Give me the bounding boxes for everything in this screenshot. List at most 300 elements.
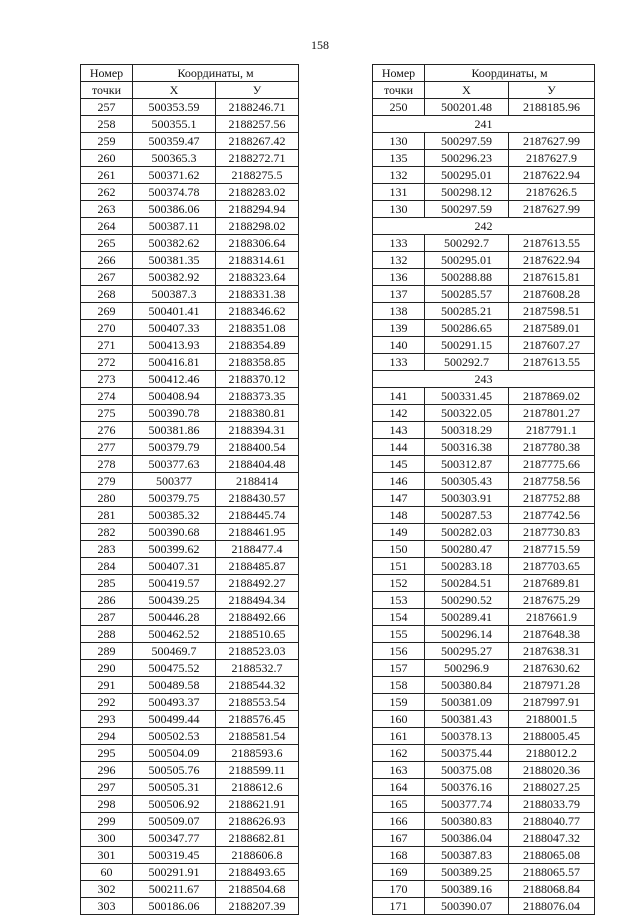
table-row xyxy=(81,184,299,201)
point-number-cell: 270 xyxy=(81,320,133,337)
table-row xyxy=(373,320,595,337)
point-number-cell: 145 xyxy=(373,456,425,473)
point-number-cell: 261 xyxy=(81,167,133,184)
x-coordinate-cell: 500399.62 xyxy=(133,541,216,558)
y-coordinate-cell: 2188040.77 xyxy=(509,813,595,830)
x-coordinate-cell: 500446.28 xyxy=(133,609,216,626)
table-row xyxy=(81,762,299,779)
table-row xyxy=(373,439,595,456)
x-coordinate-cell: 500312.87 xyxy=(425,456,509,473)
x-coordinate-cell: 500475.52 xyxy=(133,660,216,677)
point-number-cell: 161 xyxy=(373,728,425,745)
x-coordinate-cell: 500412.46 xyxy=(133,371,216,388)
x-coordinate-cell: 500386.04 xyxy=(425,830,509,847)
y-coordinate-cell: 2188553.54 xyxy=(216,694,299,711)
table-row xyxy=(81,524,299,541)
table-row xyxy=(81,592,299,609)
table-row xyxy=(81,660,299,677)
point-number-cell: 132 xyxy=(373,167,425,184)
point-number-cell: 148 xyxy=(373,507,425,524)
y-coordinate-cell: 2188494.34 xyxy=(216,592,299,609)
x-coordinate-cell: 500298.12 xyxy=(425,184,509,201)
y-coordinate-cell: 2187869.02 xyxy=(509,388,595,405)
x-coordinate-cell: 500390.68 xyxy=(133,524,216,541)
x-coordinate-cell: 500377 xyxy=(133,473,216,490)
table-row xyxy=(373,864,595,881)
table-row xyxy=(373,779,595,796)
table-row xyxy=(373,762,595,779)
point-number-cell: 288 xyxy=(81,626,133,643)
x-coordinate-cell: 500502.53 xyxy=(133,728,216,745)
table-row xyxy=(373,541,595,558)
point-number-cell: 170 xyxy=(373,881,425,898)
y-coordinate-cell: 2188485.87 xyxy=(216,558,299,575)
header-x: X xyxy=(133,82,216,99)
point-number-cell: 130 xyxy=(373,201,425,218)
table-row xyxy=(81,643,299,660)
header-point-number-line2: точки xyxy=(373,82,425,99)
table-row xyxy=(373,813,595,830)
table-row xyxy=(81,507,299,524)
x-coordinate-cell: 500377.63 xyxy=(133,456,216,473)
x-coordinate-cell: 500355.1 xyxy=(133,116,216,133)
y-coordinate-cell: 2188576.45 xyxy=(216,711,299,728)
point-number-cell: 291 xyxy=(81,677,133,694)
y-coordinate-cell: 2187703.65 xyxy=(509,558,595,575)
y-coordinate-cell: 2187971.28 xyxy=(509,677,595,694)
x-coordinate-cell: 500416.81 xyxy=(133,354,216,371)
y-coordinate-cell: 2188612.6 xyxy=(216,779,299,796)
x-coordinate-cell: 500282.03 xyxy=(425,524,509,541)
point-number-cell: 157 xyxy=(373,660,425,677)
point-number-cell: 168 xyxy=(373,847,425,864)
x-coordinate-cell: 500390.78 xyxy=(133,405,216,422)
x-coordinate-cell: 500292.7 xyxy=(425,235,509,252)
point-number-cell: 293 xyxy=(81,711,133,728)
left-table-body xyxy=(81,99,299,915)
point-number-cell: 264 xyxy=(81,218,133,235)
x-coordinate-cell: 500407.31 xyxy=(133,558,216,575)
point-number-cell: 259 xyxy=(81,133,133,150)
table-row xyxy=(373,201,595,218)
point-number-cell: 159 xyxy=(373,694,425,711)
x-coordinate-cell: 500291.91 xyxy=(133,864,216,881)
x-coordinate-cell: 500316.38 xyxy=(425,439,509,456)
point-number-cell: 149 xyxy=(373,524,425,541)
y-coordinate-cell: 2188065.57 xyxy=(509,864,595,881)
x-coordinate-cell: 500390.07 xyxy=(425,898,509,915)
table-row xyxy=(81,303,299,320)
table-row xyxy=(81,116,299,133)
y-coordinate-cell: 2188351.08 xyxy=(216,320,299,337)
coordinates-table-right xyxy=(372,64,595,915)
y-coordinate-cell: 2187758.56 xyxy=(509,473,595,490)
table-row xyxy=(373,711,595,728)
point-number-cell: 299 xyxy=(81,813,133,830)
table-row xyxy=(373,847,595,864)
x-coordinate-cell: 500387.83 xyxy=(425,847,509,864)
x-coordinate-cell: 500382.92 xyxy=(133,269,216,286)
table-row xyxy=(81,677,299,694)
y-coordinate-cell: 2188477.4 xyxy=(216,541,299,558)
x-coordinate-cell: 500385.32 xyxy=(133,507,216,524)
point-number-cell: 141 xyxy=(373,388,425,405)
y-coordinate-cell: 2188275.5 xyxy=(216,167,299,184)
table-row xyxy=(81,864,299,881)
x-coordinate-cell: 500381.86 xyxy=(133,422,216,439)
x-coordinate-cell: 500375.44 xyxy=(425,745,509,762)
y-coordinate-cell: 2188005.45 xyxy=(509,728,595,745)
table-row xyxy=(373,456,595,473)
y-coordinate-cell: 2187630.62 xyxy=(509,660,595,677)
table-row xyxy=(81,898,299,915)
table-row xyxy=(81,133,299,150)
y-coordinate-cell: 2187791.1 xyxy=(509,422,595,439)
table-row xyxy=(373,473,595,490)
table-row xyxy=(81,779,299,796)
table-row xyxy=(81,473,299,490)
table-row xyxy=(81,286,299,303)
table-row xyxy=(81,558,299,575)
x-coordinate-cell: 500374.78 xyxy=(133,184,216,201)
y-coordinate-cell: 2187780.38 xyxy=(509,439,595,456)
y-coordinate-cell: 2187801.27 xyxy=(509,405,595,422)
table-row xyxy=(373,524,595,541)
x-coordinate-cell: 500295.01 xyxy=(425,252,509,269)
y-coordinate-cell: 2188027.25 xyxy=(509,779,595,796)
table-row xyxy=(373,660,595,677)
x-coordinate-cell: 500280.47 xyxy=(425,541,509,558)
x-coordinate-cell: 500381.09 xyxy=(425,694,509,711)
table-row xyxy=(81,881,299,898)
point-number-cell: 267 xyxy=(81,269,133,286)
table-row xyxy=(81,796,299,813)
x-coordinate-cell: 500439.25 xyxy=(133,592,216,609)
point-number-cell: 300 xyxy=(81,830,133,847)
x-coordinate-cell: 500387.11 xyxy=(133,218,216,235)
y-coordinate-cell: 2188510.65 xyxy=(216,626,299,643)
x-coordinate-cell: 500285.57 xyxy=(425,286,509,303)
y-coordinate-cell: 2187775.66 xyxy=(509,456,595,473)
x-coordinate-cell: 500331.45 xyxy=(425,388,509,405)
y-coordinate-cell: 2188047.32 xyxy=(509,830,595,847)
x-coordinate-cell: 500389.16 xyxy=(425,881,509,898)
point-number-cell: 130 xyxy=(373,133,425,150)
y-coordinate-cell: 2188033.79 xyxy=(509,796,595,813)
y-coordinate-cell: 2187622.94 xyxy=(509,252,595,269)
table-row xyxy=(81,609,299,626)
x-coordinate-cell: 500493.37 xyxy=(133,694,216,711)
table-row xyxy=(373,337,595,354)
point-number-cell: 286 xyxy=(81,592,133,609)
table-row xyxy=(81,813,299,830)
point-number-cell: 171 xyxy=(373,898,425,915)
y-coordinate-cell: 2188257.56 xyxy=(216,116,299,133)
table-row xyxy=(81,575,299,592)
table-row xyxy=(81,201,299,218)
point-number-cell: 167 xyxy=(373,830,425,847)
y-coordinate-cell: 2188354.89 xyxy=(216,337,299,354)
table-row xyxy=(373,150,595,167)
x-coordinate-cell: 500407.33 xyxy=(133,320,216,337)
y-coordinate-cell: 2188400.54 xyxy=(216,439,299,456)
point-number-cell: 164 xyxy=(373,779,425,796)
table-row xyxy=(81,354,299,371)
y-coordinate-cell: 2188404.48 xyxy=(216,456,299,473)
point-number-cell: 153 xyxy=(373,592,425,609)
point-number-cell: 150 xyxy=(373,541,425,558)
y-coordinate-cell: 2187627.99 xyxy=(509,133,595,150)
point-number-cell: 163 xyxy=(373,762,425,779)
y-coordinate-cell: 2187675.29 xyxy=(509,592,595,609)
y-coordinate-cell: 2188414 xyxy=(216,473,299,490)
x-coordinate-cell: 500378.13 xyxy=(425,728,509,745)
point-number-cell: 275 xyxy=(81,405,133,422)
x-coordinate-cell: 500408.94 xyxy=(133,388,216,405)
header-point-number-line1: Номер xyxy=(373,65,425,82)
table-row xyxy=(81,99,299,116)
point-number-cell: 265 xyxy=(81,235,133,252)
x-coordinate-cell: 500380.84 xyxy=(425,677,509,694)
point-number-cell: 136 xyxy=(373,269,425,286)
point-number-cell: 154 xyxy=(373,609,425,626)
table-row xyxy=(373,592,595,609)
x-coordinate-cell: 500359.47 xyxy=(133,133,216,150)
point-number-cell: 169 xyxy=(373,864,425,881)
table-row xyxy=(373,881,595,898)
x-coordinate-cell: 500319.45 xyxy=(133,847,216,864)
x-coordinate-cell: 500296.9 xyxy=(425,660,509,677)
table-row xyxy=(373,422,595,439)
table-row xyxy=(373,388,595,405)
point-number-cell: 278 xyxy=(81,456,133,473)
point-number-cell: 290 xyxy=(81,660,133,677)
section-label: 241 xyxy=(373,116,595,133)
coordinates-table-left xyxy=(80,64,299,915)
y-coordinate-cell: 2187615.81 xyxy=(509,269,595,286)
y-coordinate-cell: 2188207.39 xyxy=(216,898,299,915)
point-number-cell: 294 xyxy=(81,728,133,745)
y-coordinate-cell: 2187730.83 xyxy=(509,524,595,541)
table-row xyxy=(81,694,299,711)
x-coordinate-cell: 500297.59 xyxy=(425,133,509,150)
point-number-cell: 263 xyxy=(81,201,133,218)
y-coordinate-cell: 2188626.93 xyxy=(216,813,299,830)
table-row xyxy=(81,269,299,286)
x-coordinate-cell: 500505.76 xyxy=(133,762,216,779)
point-number-cell: 144 xyxy=(373,439,425,456)
x-coordinate-cell: 500401.41 xyxy=(133,303,216,320)
point-number-cell: 284 xyxy=(81,558,133,575)
table-row xyxy=(373,728,595,745)
y-coordinate-cell: 2188581.54 xyxy=(216,728,299,745)
y-coordinate-cell: 2188492.27 xyxy=(216,575,299,592)
table-row xyxy=(373,796,595,813)
x-coordinate-cell: 500381.35 xyxy=(133,252,216,269)
table-row xyxy=(81,439,299,456)
x-coordinate-cell: 500211.67 xyxy=(133,881,216,898)
x-coordinate-cell: 500287.53 xyxy=(425,507,509,524)
table-row xyxy=(81,337,299,354)
y-coordinate-cell: 2188298.02 xyxy=(216,218,299,235)
point-number-cell: 287 xyxy=(81,609,133,626)
x-coordinate-cell: 500419.57 xyxy=(133,575,216,592)
x-coordinate-cell: 500462.52 xyxy=(133,626,216,643)
table-row xyxy=(373,286,595,303)
point-number-cell: 151 xyxy=(373,558,425,575)
point-number-cell: 132 xyxy=(373,252,425,269)
point-number-cell: 143 xyxy=(373,422,425,439)
y-coordinate-cell: 2188358.85 xyxy=(216,354,299,371)
x-coordinate-cell: 500291.15 xyxy=(425,337,509,354)
x-coordinate-cell: 500284.51 xyxy=(425,575,509,592)
table-row xyxy=(81,728,299,745)
page-number: 158 xyxy=(311,38,329,52)
y-coordinate-cell: 2188283.02 xyxy=(216,184,299,201)
x-coordinate-cell: 500375.08 xyxy=(425,762,509,779)
header-coordinates: Координаты, м xyxy=(425,65,595,82)
header-point-number-line2: точки xyxy=(81,82,133,99)
point-number-cell: 156 xyxy=(373,643,425,660)
point-number-cell: 277 xyxy=(81,439,133,456)
y-coordinate-cell: 2188445.74 xyxy=(216,507,299,524)
point-number-cell: 142 xyxy=(373,405,425,422)
x-coordinate-cell: 500296.23 xyxy=(425,150,509,167)
table-row xyxy=(373,745,595,762)
table-row xyxy=(373,235,595,252)
header-y: У xyxy=(509,82,595,99)
y-coordinate-cell: 2187598.51 xyxy=(509,303,595,320)
point-number-cell: 276 xyxy=(81,422,133,439)
point-number-cell: 250 xyxy=(373,99,425,116)
x-coordinate-cell: 500509.07 xyxy=(133,813,216,830)
point-number-cell: 257 xyxy=(81,99,133,116)
y-coordinate-cell: 2187613.55 xyxy=(509,235,595,252)
y-coordinate-cell: 2188314.61 xyxy=(216,252,299,269)
point-number-cell: 285 xyxy=(81,575,133,592)
y-coordinate-cell: 2187742.56 xyxy=(509,507,595,524)
section-row xyxy=(373,371,595,388)
point-number-cell: 133 xyxy=(373,235,425,252)
table-row xyxy=(81,711,299,728)
table-row xyxy=(81,847,299,864)
y-coordinate-cell: 2188246.71 xyxy=(216,99,299,116)
x-coordinate-cell: 500365.3 xyxy=(133,150,216,167)
header-y: У xyxy=(216,82,299,99)
y-coordinate-cell: 2188493.65 xyxy=(216,864,299,881)
x-coordinate-cell: 500386.06 xyxy=(133,201,216,218)
table-row xyxy=(373,354,595,371)
table-row xyxy=(373,252,595,269)
table-row xyxy=(81,150,299,167)
y-coordinate-cell: 2187997.91 xyxy=(509,694,595,711)
y-coordinate-cell: 2188544.32 xyxy=(216,677,299,694)
point-number-cell: 166 xyxy=(373,813,425,830)
point-number-cell: 297 xyxy=(81,779,133,796)
x-coordinate-cell: 500295.01 xyxy=(425,167,509,184)
point-number-cell: 303 xyxy=(81,898,133,915)
point-number-cell: 295 xyxy=(81,745,133,762)
table-row xyxy=(373,898,595,915)
point-number-cell: 135 xyxy=(373,150,425,167)
table-row xyxy=(373,694,595,711)
x-coordinate-cell: 500318.29 xyxy=(425,422,509,439)
point-number-cell: 155 xyxy=(373,626,425,643)
point-number-cell: 269 xyxy=(81,303,133,320)
y-coordinate-cell: 2187661.9 xyxy=(509,609,595,626)
x-coordinate-cell: 500380.83 xyxy=(425,813,509,830)
point-number-cell: 138 xyxy=(373,303,425,320)
table-row xyxy=(81,218,299,235)
point-number-cell: 274 xyxy=(81,388,133,405)
y-coordinate-cell: 2187638.31 xyxy=(509,643,595,660)
point-number-cell: 272 xyxy=(81,354,133,371)
point-number-cell: 260 xyxy=(81,150,133,167)
x-coordinate-cell: 500305.43 xyxy=(425,473,509,490)
section-row xyxy=(373,218,595,235)
y-coordinate-cell: 2188380.81 xyxy=(216,405,299,422)
x-coordinate-cell: 500504.09 xyxy=(133,745,216,762)
x-coordinate-cell: 500186.06 xyxy=(133,898,216,915)
y-coordinate-cell: 2187608.28 xyxy=(509,286,595,303)
table-row xyxy=(373,99,595,116)
x-coordinate-cell: 500382.62 xyxy=(133,235,216,252)
x-coordinate-cell: 500303.91 xyxy=(425,490,509,507)
y-coordinate-cell: 2188682.81 xyxy=(216,830,299,847)
y-coordinate-cell: 2188461.95 xyxy=(216,524,299,541)
y-coordinate-cell: 2188323.64 xyxy=(216,269,299,286)
x-coordinate-cell: 500285.21 xyxy=(425,303,509,320)
y-coordinate-cell: 2188267.42 xyxy=(216,133,299,150)
point-number-cell: 165 xyxy=(373,796,425,813)
table-row xyxy=(373,133,595,150)
y-coordinate-cell: 2188306.64 xyxy=(216,235,299,252)
table-row xyxy=(81,541,299,558)
right-table-body xyxy=(373,99,595,915)
y-coordinate-cell: 2187626.5 xyxy=(509,184,595,201)
y-coordinate-cell: 2188068.84 xyxy=(509,881,595,898)
x-coordinate-cell: 500379.75 xyxy=(133,490,216,507)
x-coordinate-cell: 500347.77 xyxy=(133,830,216,847)
y-coordinate-cell: 2187627.9 xyxy=(509,150,595,167)
point-number-cell: 162 xyxy=(373,745,425,762)
table-row xyxy=(81,320,299,337)
x-coordinate-cell: 500286.65 xyxy=(425,320,509,337)
y-coordinate-cell: 2188599.11 xyxy=(216,762,299,779)
point-number-cell: 158 xyxy=(373,677,425,694)
x-coordinate-cell: 500288.88 xyxy=(425,269,509,286)
point-number-cell: 282 xyxy=(81,524,133,541)
table-row xyxy=(373,643,595,660)
section-label: 242 xyxy=(373,218,595,235)
table-row xyxy=(81,252,299,269)
table-row xyxy=(373,609,595,626)
point-number-cell: 160 xyxy=(373,711,425,728)
table-row xyxy=(81,167,299,184)
y-coordinate-cell: 2188272.71 xyxy=(216,150,299,167)
x-coordinate-cell: 500376.16 xyxy=(425,779,509,796)
x-coordinate-cell: 500283.18 xyxy=(425,558,509,575)
header-point-number-line1: Номер xyxy=(81,65,133,82)
x-coordinate-cell: 500292.7 xyxy=(425,354,509,371)
point-number-cell: 266 xyxy=(81,252,133,269)
point-number-cell: 268 xyxy=(81,286,133,303)
point-number-cell: 302 xyxy=(81,881,133,898)
point-number-cell: 289 xyxy=(81,643,133,660)
y-coordinate-cell: 2188523.03 xyxy=(216,643,299,660)
x-coordinate-cell: 500506.92 xyxy=(133,796,216,813)
point-number-cell: 147 xyxy=(373,490,425,507)
